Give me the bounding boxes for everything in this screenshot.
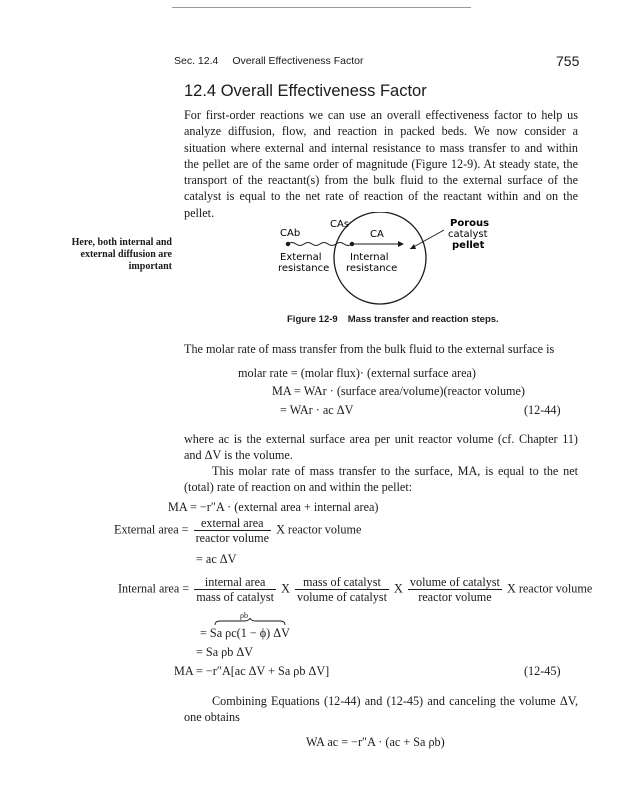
- wavy-concentration-line: [288, 243, 352, 246]
- label-cas: CAs: [330, 219, 350, 230]
- eq-int-1: = Sa ρc(1 − ϕ) ΔV: [200, 626, 290, 640]
- caption-text: Mass transfer and reaction steps.: [347, 314, 499, 325]
- int-frac-2: [295, 575, 389, 604]
- eq-ext-result: = ac ΔV: [196, 552, 237, 566]
- label-catalyst: catalyst: [448, 229, 488, 240]
- ext-fraction: [194, 516, 271, 545]
- int-rhs: X reactor volume: [506, 581, 593, 596]
- label-external2: resistance: [278, 263, 330, 274]
- margin-note: Here, both internal and external diffusion are important: [71, 237, 172, 272]
- eq-external-area: [114, 516, 361, 545]
- figure-12-9: [270, 212, 495, 307]
- bulk-point: [286, 242, 290, 246]
- label-internal2: resistance: [346, 263, 398, 274]
- int-n2: mass of catalyst: [295, 575, 389, 590]
- eq-number-12-45: (12-45): [524, 664, 561, 678]
- int-lhs: Internal area =: [118, 581, 190, 596]
- eq-rho-b-label: ρb: [240, 611, 248, 620]
- label-pellet: pellet: [452, 240, 485, 251]
- caption-number: Figure 12-9: [287, 314, 338, 325]
- eq-molar-rate: molar rate = (molar flux)· (external surface area): [238, 366, 476, 380]
- top-rule: [172, 7, 471, 8]
- label-porous: Porous: [450, 218, 490, 229]
- int-d1: mass of catalyst: [196, 590, 275, 604]
- running-header: [174, 55, 363, 67]
- paragraph-this: This molar rate of mass transfer to the surface, MA, is equal to the net (total) rate of reaction on and within the pellet:: [184, 464, 578, 495]
- eq-internal-area: [118, 575, 592, 604]
- page-number: 755: [556, 53, 580, 69]
- ext-num: external area: [194, 516, 271, 531]
- ext-rhs: X reactor volume: [276, 522, 362, 537]
- int-frac-3: [408, 575, 502, 604]
- header-title: Overall Effectiveness Factor: [232, 55, 364, 67]
- eq-int-2: = Sa ρb ΔV: [196, 645, 254, 659]
- section-title: 12.4 Overall Effectiveness Factor: [184, 82, 427, 100]
- label-external: External: [280, 252, 322, 263]
- paragraph-combining: Combining Equations (12-44) and (12-45) and canceling the volume ΔV, one obtains: [184, 694, 578, 725]
- underbrace: [214, 618, 286, 626]
- figure-caption: [287, 314, 499, 325]
- eq-number-12-44: (12-44): [524, 403, 561, 417]
- paragraph-where: where ac is the external surface area per unit reactor volume (cf. Chapter 11) and ΔV is the volume.: [184, 432, 578, 463]
- int-n3: volume of catalyst: [409, 575, 500, 589]
- label-cab: CAb: [280, 228, 301, 239]
- intro-paragraph: For first-order reactions we can use an overall effectiveness factor to help us analyze diffusion, flow, and reaction in packed beds. We now consider a situation where external and internal resistance to mass transfer to and within the pellet are of the same order of magnitude (Figure 12-9). At steady state, the transport of the reactant(s) from the bulk fluid to the external surface of the catalyst is equal to the net rate of reaction of the reactant within and on the pellet.: [184, 108, 578, 220]
- label-ca: CA: [370, 229, 384, 240]
- eq-ma-final: MA = −r″A[ac ΔV + Sa ρb ΔV]: [174, 664, 330, 678]
- eq-ma-total: MA = −r″A · (external area + internal area): [168, 500, 379, 514]
- arrow-head: [398, 241, 404, 247]
- mult-sign-2: X: [394, 581, 403, 596]
- eq-last: WA ac = −r″A · (ac + Sa ρb): [306, 735, 445, 749]
- paragraph-molar: The molar rate of mass transfer from the bulk fluid to the external surface is: [184, 342, 555, 356]
- ext-den: reactor volume: [195, 531, 270, 545]
- mult-sign-1: X: [281, 581, 290, 596]
- pointer-line: [410, 230, 444, 249]
- label-internal: Internal: [350, 252, 389, 263]
- int-d2: volume of catalyst: [296, 590, 387, 604]
- ext-lhs: External area =: [114, 522, 189, 537]
- int-d3: reactor volume: [418, 590, 492, 604]
- header-section: Sec. 12.4: [174, 55, 219, 67]
- int-n1: internal area: [194, 575, 276, 590]
- eq-ma-1: MA = WAr · (surface area/volume)(reactor volume): [272, 384, 525, 398]
- int-frac-1: [194, 575, 276, 604]
- eq-ma-2: = WAr · ac ΔV: [280, 403, 354, 417]
